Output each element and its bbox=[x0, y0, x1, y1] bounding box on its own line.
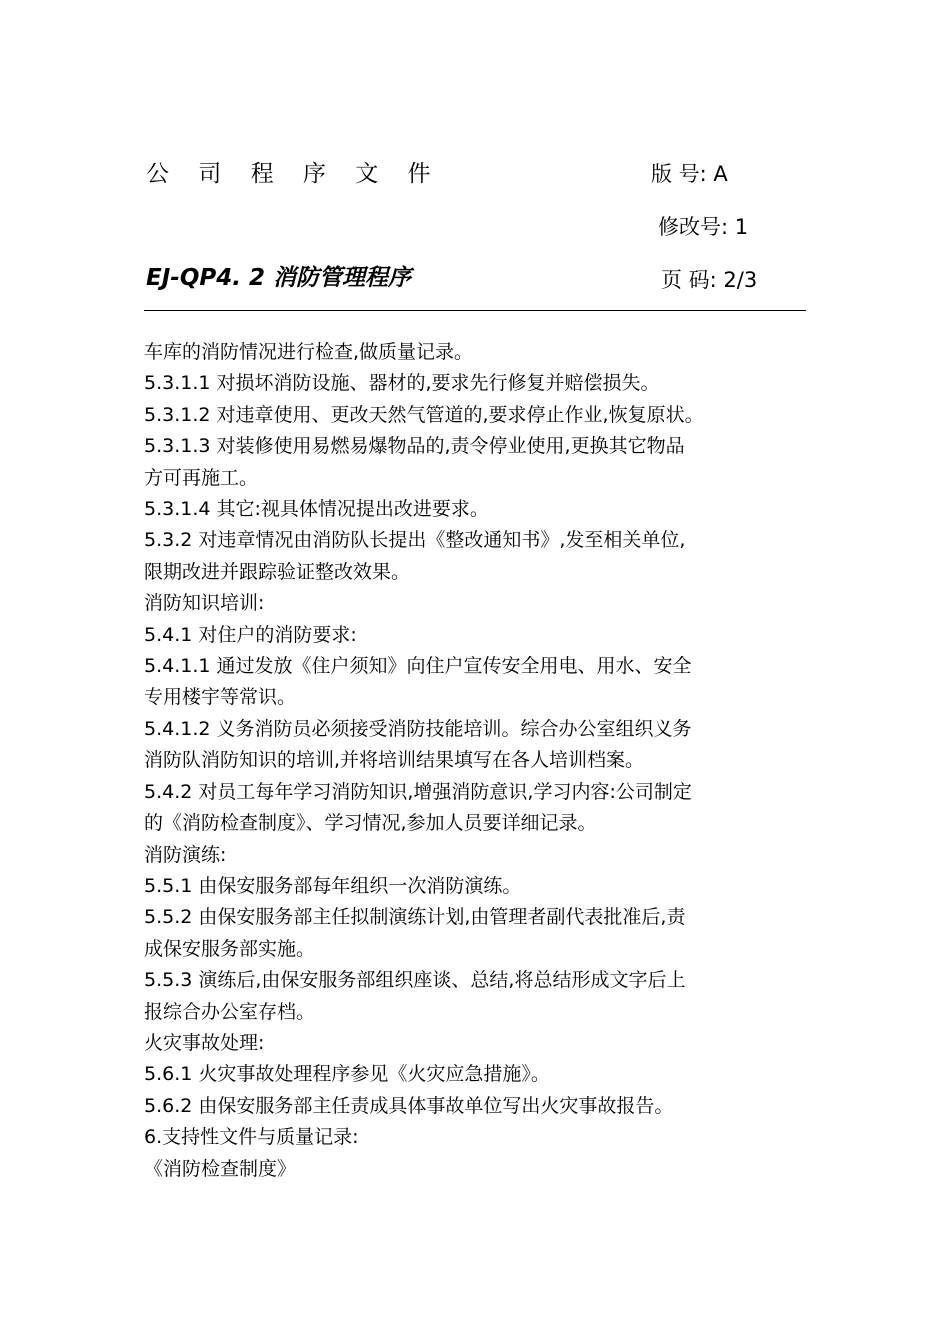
text-line: 5.3.1.4 其它:视具体情况提出改进要求。 bbox=[144, 498, 489, 521]
section-heading: 火灾事故处理: bbox=[144, 1031, 265, 1054]
text-line: 专用楼宇等常识。 bbox=[144, 686, 297, 709]
section-heading: 6.支持性文件与质量记录: bbox=[144, 1126, 359, 1149]
text-line: 5.3.1.2 对违章使用、更改天然气管道的,要求停止作业,恢复原状。 bbox=[144, 403, 704, 426]
revision-number: 修改号: 1 bbox=[658, 215, 749, 239]
text-line: 《消防检查制度》 bbox=[144, 1157, 297, 1180]
section-heading: 消防知识培训: bbox=[144, 592, 265, 615]
company-procedure-heading: 公 司 程 序 文 件 bbox=[146, 161, 442, 187]
document-title: EJ-QP4. 2 消防管理程序 bbox=[146, 265, 411, 291]
text-line: 5.5.3 演练后,由保安服务部组织座谈、总结,将总结形成文字后上 bbox=[144, 969, 686, 992]
text-line: 5.3.1.3 对装修使用易燃易爆物品的,责令停业使用,更换其它物品 bbox=[144, 435, 685, 458]
text-line: 车库的消防情况进行检查,做质量记录。 bbox=[144, 341, 474, 363]
text-line: 5.5.1 由保安服务部每年组织一次消防演练。 bbox=[144, 874, 522, 897]
text-line: 5.4.1 对住户的消防要求: bbox=[144, 623, 357, 646]
text-line: 成保安服务部实施。 bbox=[144, 937, 316, 960]
page-number: 页 码: 2/3 bbox=[661, 268, 758, 292]
section-heading: 消防演练: bbox=[144, 843, 227, 866]
text-line: 5.6.2 由保安服务部主任责成具体事故单位写出火灾事故报告。 bbox=[144, 1094, 674, 1117]
text-line: 消防队消防知识的培训,并将培训结果填写在各人培训档案。 bbox=[144, 749, 645, 772]
text-line: 5.5.2 由保安服务部主任拟制演练计划,由管理者副代表批准后,责 bbox=[144, 906, 686, 929]
text-line: 的《消防检查制度》、学习情况,参加人员要详细记录。 bbox=[144, 812, 597, 835]
text-line: 5.3.2 对违章情况由消防队长提出《整改通知书》,发至相关单位, bbox=[144, 529, 686, 552]
text-line: 5.4.1.2 义务消防员必须接受消防技能培训。综合办公室组织义务 bbox=[144, 717, 692, 740]
text-line: 5.4.2 对员工每年学习消防知识,增强消防意识,学习内容:公司制定 bbox=[144, 780, 692, 803]
text-line: 5.3.1.1 对损坏消防设施、器材的,要求先行修复并赔偿损失。 bbox=[144, 372, 660, 395]
text-line: 方可再施工。 bbox=[144, 466, 259, 489]
text-line: 5.6.1 火灾事故处理程序参见《火灾应急措施》。 bbox=[144, 1063, 550, 1086]
text-line: 限期改进并跟踪验证整改效果。 bbox=[144, 560, 411, 583]
header-divider bbox=[144, 310, 806, 311]
version-number: 版 号: A bbox=[651, 162, 728, 186]
text-line: 报综合办公室存档。 bbox=[144, 1000, 316, 1023]
body-text bbox=[144, 337, 808, 1185]
text-line: 5.4.1.1 通过发放《住户须知》向住户宣传安全用电、用水、安全 bbox=[144, 655, 692, 678]
